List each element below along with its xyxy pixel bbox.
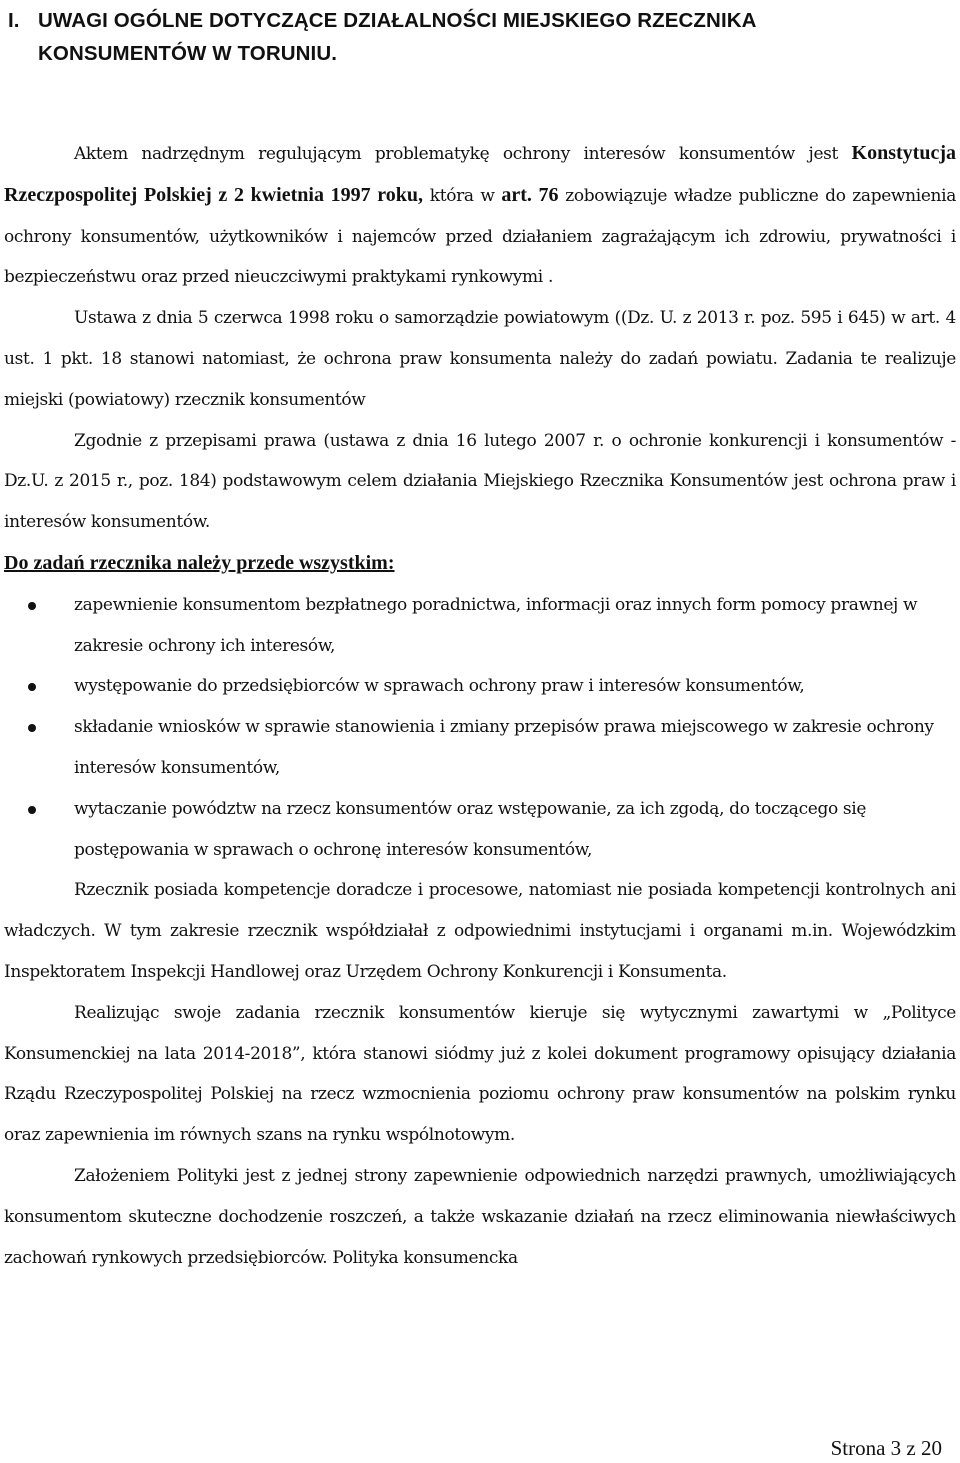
- paragraph-competition-act: Zgodnie z przepisami prawa (ustawa z dnia 16 lutego 2007 r. o ochronie konkurencji i konsumentów - Dz.U. z 2015 r., poz. 184) podstawowym celem działania Miejskiego Rzecznika Konsumentów jest ochrona praw i interesów konsumentów.: [4, 430, 956, 533]
- tasks-heading: Do zadań rzecznika należy przede wszystkim:: [4, 551, 395, 574]
- page-number: Strona 3 z 20: [830, 1436, 942, 1460]
- paragraph-text: która w: [423, 185, 502, 206]
- bold-article-ref: art. 76: [501, 183, 559, 206]
- bullet-icon: [28, 806, 36, 814]
- list-item: [4, 789, 956, 871]
- list-item: [4, 707, 956, 789]
- list-item: [4, 666, 956, 707]
- list-item-text: składanie wniosków w sprawie stanowienia i zmiany przepisów prawa miejscowego w zakresie ochrony interesów konsumentów,: [74, 717, 934, 778]
- bullet-icon: [28, 724, 36, 732]
- section-title-line2: KONSUMENTÓW W TORUNIU.: [38, 42, 338, 65]
- tasks-list: [4, 585, 956, 871]
- paragraph-competences: Rzecznik posiada kompetencje doradcze i procesowe, natomiast nie posiada kompetencji kontrolnych ani władczych. W tym zakresie rzecznik współdziałał z odpowiednimi instytucjami i organami m.in. Wojewódzkim Inspektoratem Inspekcji Handlowej oraz Urzędem Ochrony Konkurencji i Konsumenta.: [4, 880, 956, 982]
- paragraph-policy-assumptions: Założeniem Polityki jest z jednej strony zapewnienie odpowiednich narzędzi prawnych, umożliwiających konsumentom skuteczne dochodzenie roszczeń, a także wskazanie działań na rzecz eliminowania niewłaściwych zachowań rynkowych przedsiębiorców. Polityka konsumencka: [4, 1165, 956, 1268]
- paragraph-text: zobowiązuje władze publiczne do zapewnienia ochrony konsumentów, użytkowników i najemców przed działaniem zagrażającym ich zdrowiu, prywatności i bezpieczeństwu oraz przed nieuczciwymi praktykami rynkowymi .: [4, 185, 957, 288]
- paragraph-constitution: [4, 133, 956, 298]
- list-item: [4, 585, 956, 667]
- bold-constitution-ref: Konstytucja Rzeczpospolitej Polskiej z 2 kwietnia 1997 roku,: [4, 142, 956, 206]
- document-body: [4, 133, 956, 1278]
- section-title-line1: UWAGI OGÓLNE DOTYCZĄCE DZIAŁALNOŚCI MIEJSKIEGO RZECZNIKA: [38, 9, 757, 32]
- bullet-icon: [28, 683, 36, 691]
- list-item-text: zapewnienie konsumentom bezpłatnego poradnictwa, informacji oraz innych form pomocy prawnej w zakresie ochrony ich interesów,: [74, 594, 918, 656]
- bullet-icon: [28, 602, 36, 610]
- paragraph-consumer-policy: Realizując swoje zadania rzecznik konsumentów kieruje się wytycznymi zawartymi w „Polityce Konsumenckiej na lata 2014-2018”, która stanowi siódmy już z kolei dokument programowy opisujący działania Rządu Rzeczypospolitej Polskiej na rzecz wzmocnienia poziomu ochrony praw konsumentów na polskim rynku oraz zapewnienia im równych szans na rynku wspólnotowym.: [4, 1002, 956, 1146]
- section-number: I.: [8, 9, 20, 32]
- tasks-heading-paragraph: [4, 543, 956, 585]
- paragraph-text: Aktem nadrzędnym regulującym problematykę ochrony interesów konsumentów jest: [74, 144, 852, 164]
- paragraph-powiat-act: Ustawa z dnia 5 czerwca 1998 roku o samorządzie powiatowym ((Dz. U. z 2013 r. poz. 595 i 645) w art. 4 ust. 1 pkt. 18 stanowi natomiast, że ochrona praw konsumenta należy do zadań powiatu. Zadania te realizuje miejski (powiatowy) rzecznik konsumentów: [4, 308, 956, 410]
- list-item-text: występowanie do przedsiębiorców w sprawach ochrony praw i interesów konsumentów,: [74, 676, 805, 697]
- list-item-text: wytaczanie powództw na rzecz konsumentów oraz wstępowanie, za ich zgodą, do toczącego się postępowania w sprawach o ochronę interesów konsumentów,: [74, 798, 867, 860]
- section-heading: [8, 4, 958, 70]
